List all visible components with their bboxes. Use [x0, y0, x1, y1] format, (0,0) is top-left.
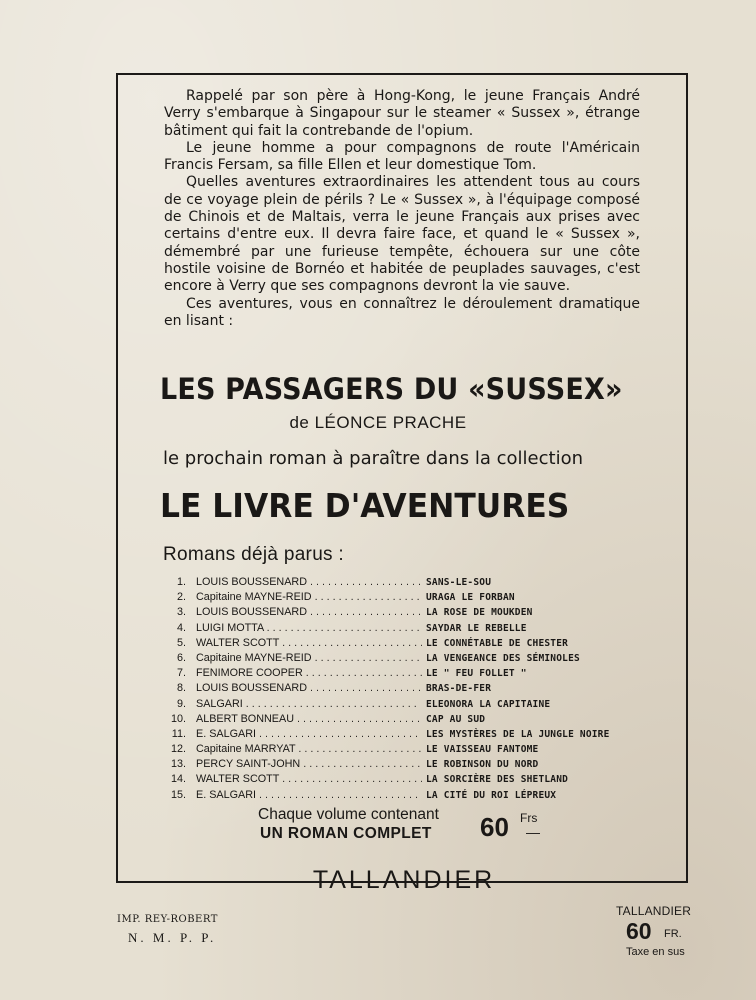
book-author: WALTER SCOTT . . .: [196, 637, 422, 649]
book-author: PERCY SAINT-JOHN . . .: [196, 758, 422, 770]
list-item: [166, 698, 636, 713]
book-number: 7.: [176, 667, 186, 680]
price-currency: Frs: [520, 811, 538, 825]
tax-note: Taxe en sus: [626, 946, 685, 958]
list-item: [166, 682, 636, 697]
book-author: WALTER SCOTT . . .: [196, 773, 422, 785]
collection-name: LE LIVRE D'AVENTURES: [160, 486, 570, 525]
book-author: FENIMORE COOPER . . .: [196, 667, 422, 679]
next-novel-author: de LÉONCE PRACHE: [289, 413, 467, 432]
book-title: LA CITÉ DU ROI LÉPREUX: [426, 789, 557, 801]
book-author: LOUIS BOUSSENARD . . .: [196, 576, 422, 588]
book-title: LE VAISSEAU FANTOME: [426, 744, 539, 756]
book-number: 10.: [170, 712, 186, 725]
book-number: 14.: [170, 773, 186, 786]
book-title: URAGA LE FORBAN: [426, 592, 515, 604]
next-novel-announcement: le prochain roman à paraître dans la collection: [163, 448, 583, 469]
list-item: [166, 758, 636, 773]
synopsis-paragraph: Rappelé par son père à Hong-Kong, le jeune Français André Verry s'embarque à Singapour sur le steamer « Sussex », étrange bâtiment qui fait la contrebande de l'opium.: [164, 88, 640, 139]
book-number: 12.: [170, 743, 186, 756]
book-title: LA VENGEANCE DES SÉMINOLES: [426, 652, 580, 664]
corner-publisher: TALLANDIER: [616, 904, 692, 918]
book-number: 9.: [176, 697, 186, 710]
book-title: LA ROSE DE MOUKDEN: [426, 607, 533, 619]
book-title: LES MYSTÈRES DE LA JUNGLE NOIRE: [426, 728, 610, 740]
synopsis-paragraph: Le jeune homme a pour compagnons de route l'Américain Francis Fersam, sa fille Ellen et leur domestique Tom.: [164, 139, 640, 174]
book-number: 1.: [176, 576, 186, 588]
publisher-rule-left: [238, 881, 290, 883]
book-title: ELEONORA LA CAPITAINE: [426, 698, 551, 710]
list-item: [166, 743, 636, 758]
published-list-heading: Romans déjà parus :: [163, 544, 345, 565]
book-author: E. SALGARI . . .: [196, 789, 422, 801]
book-author: LUIGI MOTTA . . .: [196, 622, 422, 634]
book-number: 4.: [176, 621, 186, 634]
book-number: 11.: [171, 727, 186, 740]
book-title: CAP AU SUD: [426, 713, 486, 725]
list-item: [166, 576, 636, 591]
book-number: 13.: [170, 758, 186, 771]
book-author: Capitaine MARRYAT . . .: [196, 743, 422, 755]
book-title: LE CONNÉTABLE DE CHESTER: [426, 637, 569, 649]
price-amount: 60: [480, 812, 509, 842]
distributor-credit: N. M. P. P.: [128, 930, 217, 945]
book-number: 15.: [170, 788, 186, 801]
book-title: SAYDAR LE REBELLE: [426, 622, 527, 634]
list-item: [166, 606, 636, 621]
list-item: [166, 622, 636, 637]
synopsis: [164, 88, 640, 330]
list-item: [166, 591, 636, 606]
book-author: ALBERT BONNEAU . . .: [196, 713, 422, 725]
list-item: [166, 773, 636, 788]
book-number: 2.: [176, 591, 186, 604]
price-caption: Chaque volume contenant: [258, 806, 439, 823]
book-author: LOUIS BOUSSENARD . . .: [196, 682, 422, 694]
book-number: 6.: [176, 651, 186, 664]
publisher-name: TALLANDIER: [312, 866, 496, 894]
book-author: Capitaine MAYNE-REID . . .: [196, 591, 422, 603]
book-author: E. SALGARI . . .: [196, 728, 422, 740]
list-item: [166, 789, 636, 804]
list-item: [166, 667, 636, 682]
book-title: LE ROBINSON DU NORD: [426, 759, 539, 771]
book-number: 5.: [176, 636, 186, 649]
list-item: [166, 652, 636, 667]
published-books-list: [166, 576, 636, 804]
next-novel-title: LES PASSAGERS DU «SUSSEX»: [160, 372, 623, 406]
book-author: SALGARI . . .: [196, 698, 422, 710]
book-author: LOUIS BOUSSENARD . . .: [196, 606, 422, 618]
synopsis-paragraph: Quelles aventures extraordinaires les attendent tous au cours de ce voyage plein de périls ? Le « Sussex », à l'équipage composé de Chinois et de Maltais, verra le jeune Français aux prises avec certains d'entre eux. Il devra faire face, et quand le « Sussex », démembré par une furieuse tempête, échouera sur une côte hostile voisine de Bornéo et habitée de peuplades sauvages, c'est encore à Verry que ses compagnons devront la vie sauve.: [164, 174, 640, 295]
list-item: [166, 713, 636, 728]
publisher-rule-right: [518, 881, 572, 883]
book-title: SANS-LE-SOU: [426, 577, 492, 588]
book-number: 8.: [176, 682, 186, 695]
book-title: BRAS-DE-FER: [426, 683, 492, 695]
book-number: 3.: [176, 606, 186, 619]
book-author: Capitaine MAYNE-REID . . .: [196, 652, 422, 664]
price-complete-novel: UN ROMAN COMPLET: [260, 825, 432, 842]
cover-price: 60: [626, 918, 652, 944]
book-title: LA SORCIÈRE DES SHETLAND: [426, 774, 569, 786]
price-dash: —: [526, 824, 540, 840]
cover-price-currency: FR.: [664, 928, 682, 940]
list-item: [166, 728, 636, 743]
printer-credit: IMP. REY-ROBERT: [117, 914, 218, 925]
synopsis-paragraph: Ces aventures, vous en connaîtrez le déroulement dramatique en lisant :: [164, 295, 640, 329]
book-title: LE " FEU FOLLET ": [426, 668, 527, 680]
price-notice: [258, 806, 558, 846]
list-item: [166, 637, 636, 652]
